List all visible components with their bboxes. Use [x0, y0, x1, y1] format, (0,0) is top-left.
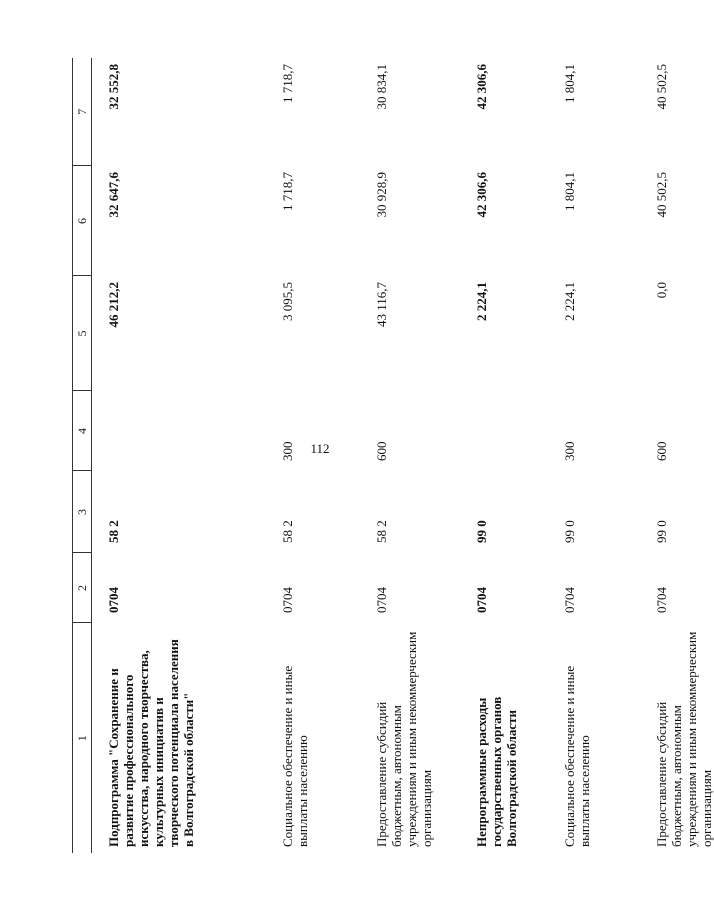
- cell-amount-3: 30 834,1: [374, 64, 389, 110]
- row-name: Подпрограмма "Сохранение и развитие профессионального искусства, народного творчества, культурных инициатив и творческого потенциала населения в Волгоградской области": [106, 639, 196, 847]
- row-name: Непрограммные расходы государственных органов Волгоградской области: [474, 696, 519, 847]
- cell-amount-1: 2 224,1: [474, 282, 489, 321]
- cell-target: 58 2: [106, 520, 121, 543]
- row-name: Социальное обеспечение и иные выплаты населению: [562, 665, 592, 847]
- cell-target: 99 0: [654, 520, 669, 543]
- cell-section: 0704: [374, 587, 389, 613]
- cell-section: 0704: [474, 587, 489, 613]
- header-col-5: 5: [73, 276, 92, 391]
- rotated-table-container: [72, 58, 714, 853]
- cell-amount-2: 42 306,6: [474, 172, 489, 218]
- cell-section: 0704: [106, 587, 121, 613]
- cell-amount-3: 40 502,5: [654, 64, 669, 110]
- cell-amount-2: 1 804,1: [562, 172, 577, 211]
- table-row: [360, 58, 460, 853]
- cell-type: 300: [562, 441, 577, 461]
- cell-type: [92, 391, 267, 471]
- cell-type: 600: [654, 441, 669, 461]
- header-col-4: 4: [73, 391, 92, 471]
- cell-section: 0704: [654, 587, 669, 613]
- cell-target: 99 0: [474, 520, 489, 543]
- cell-amount-3: 42 306,6: [474, 64, 489, 110]
- cell-type: [460, 391, 548, 471]
- row-name: Предоставление субсидий бюджетным, автономным учреждениям и иным некоммерческим организациям: [654, 631, 714, 847]
- table-row: [266, 58, 360, 853]
- cell-amount-2: 40 502,5: [654, 172, 669, 218]
- header-col-3: 3: [73, 471, 92, 553]
- table-row: [548, 58, 640, 853]
- header-col-7: 7: [73, 58, 92, 166]
- cell-type: 300: [280, 441, 295, 461]
- row-name: Предоставление субсидий бюджетным, автономным учреждениям и иным некоммерческим организациям: [374, 631, 434, 847]
- header-row: [73, 58, 92, 853]
- cell-amount-1: 43 116,7: [374, 282, 389, 328]
- table-row: [460, 58, 548, 853]
- cell-amount-1: 0,0: [654, 282, 669, 299]
- cell-amount-3: 1 718,7: [280, 64, 295, 103]
- table-row: [92, 58, 267, 853]
- cell-section: 0704: [562, 587, 577, 613]
- cell-amount-3: 1 804,1: [562, 64, 577, 103]
- cell-target: 58 2: [280, 520, 295, 543]
- cell-target: 58 2: [374, 520, 389, 543]
- cell-amount-2: 32 647,6: [106, 172, 121, 218]
- header-col-6: 6: [73, 166, 92, 276]
- table-row: [640, 58, 714, 853]
- cell-type: 600: [374, 441, 389, 461]
- header-col-1: 1: [73, 623, 92, 853]
- cell-amount-3: 32 552,8: [106, 64, 121, 110]
- cell-amount-1: 3 095,5: [280, 282, 295, 321]
- page-number: 112: [310, 441, 330, 456]
- cell-section: 0704: [280, 587, 295, 613]
- row-name: Социальное обеспечение и иные выплаты населению: [280, 665, 310, 847]
- cell-amount-2: 1 718,7: [280, 172, 295, 211]
- cell-amount-1: 2 224,1: [562, 282, 577, 321]
- header-col-2: 2: [73, 553, 92, 623]
- budget-table: [72, 58, 714, 853]
- cell-amount-1: 46 212,2: [106, 282, 121, 328]
- cell-target: 99 0: [562, 520, 577, 543]
- cell-amount-2: 30 928,9: [374, 172, 389, 218]
